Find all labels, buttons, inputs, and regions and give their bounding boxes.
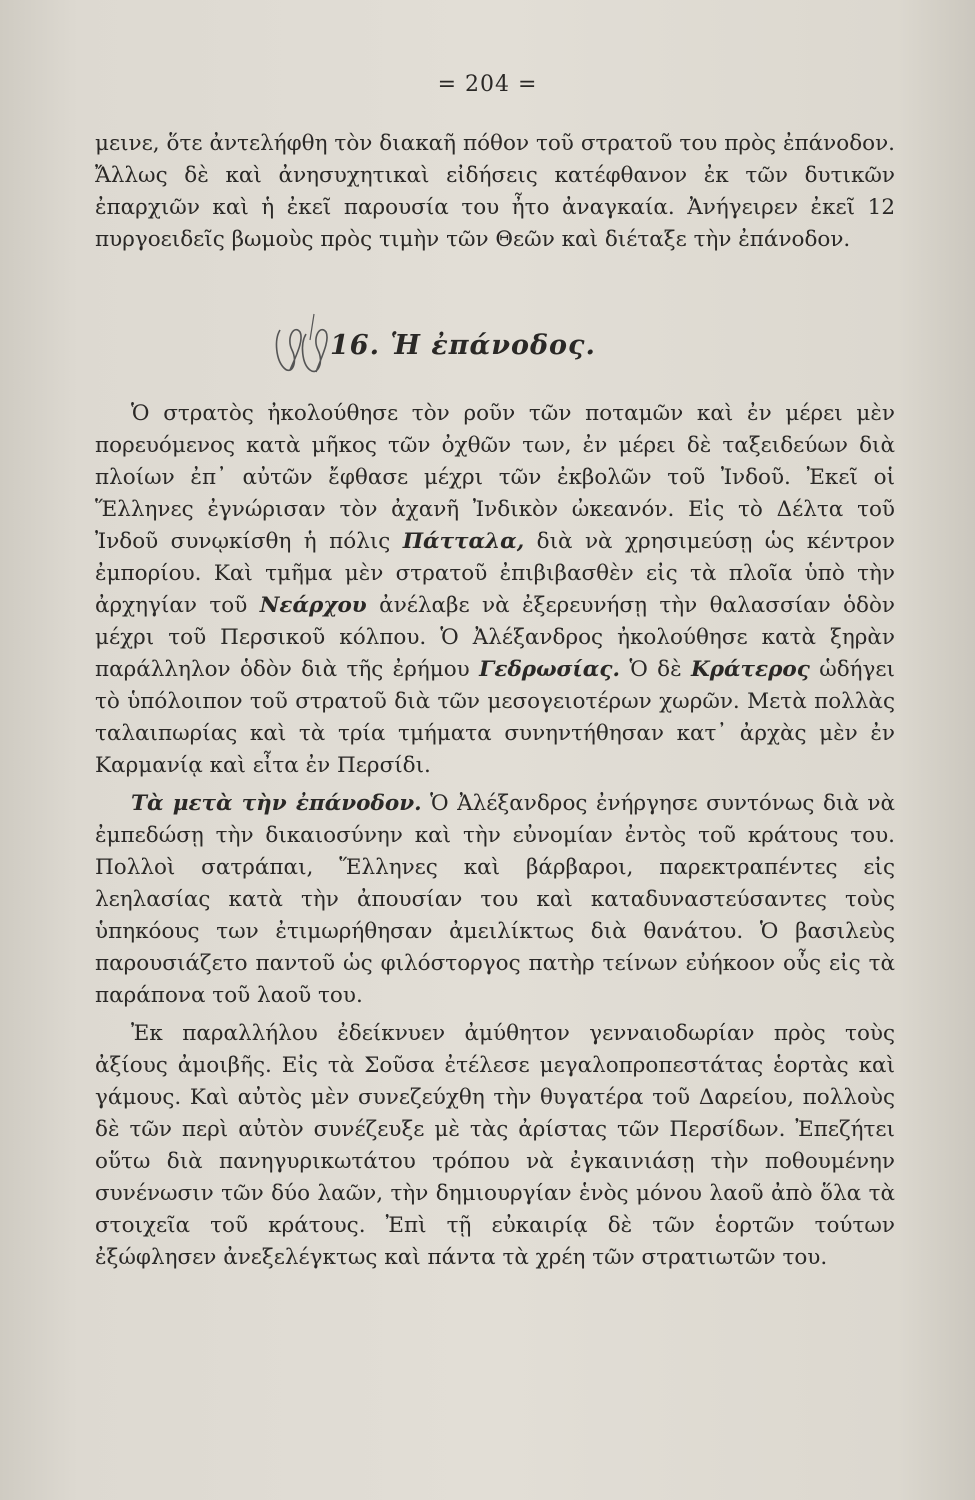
paragraph-return-part5: ὡδήγει τὸ ὑπόλοιπον τοῦ στρατοῦ διὰ τῶν μεσογειοτέρων χωρῶν. Μετὰ πολλὰς ταλαιπωρίας καὶ τὰ τρία τμήματα συνηντήθησαν κατ᾽ ἀρχὰς μὲν ἐν Καρμανίᾳ καὶ εἶτα ἐν Περσίδι.	[95, 657, 895, 778]
place-gedrosia: Γεδρωσίας.	[479, 657, 620, 682]
subheading-after-return: Τὰ μετὰ τὴν ἐπάνοδον.	[131, 791, 422, 816]
paragraph-return-part2: διὰ νὰ χρησιμεύσῃ ὡς κέντρον ἐμπορίου. Καὶ τμῆμα μὲν στρατοῦ ἐπιβιβασθὲν εἰς τὰ πλοῖα ὑπὸ τὴν ἀρχηγίαν τοῦ	[95, 529, 895, 618]
section-title: 16. Ἡ ἐπάνοδος.	[330, 330, 596, 361]
name-nearchos: Νεάρχου	[259, 593, 367, 618]
intro-paragraph	[95, 128, 895, 256]
name-krateros: Κράτερος	[691, 657, 810, 682]
paragraph-susa	[95, 1018, 895, 1274]
paragraph-after-return-text: Ὁ Ἀλέξανδρος ἐνήργησε συντόνως διὰ νὰ ἐμπεδώσῃ τὴν δικαιοσύνην καὶ τὴν εὐνομίαν ἐντὸς τοῦ κράτους του. Πολλοὶ σατράπαι, Ἕλληνες καὶ βάρβαροι, παρεκτραπέντες εἰς λεηλασίας κατὰ τὴν ἀπουσίαν του καὶ καταδυναστεύσαντες τοὺς ὑπηκόους των ἐτιμωρήθησαν ἀμειλίκτως διὰ θανάτου. Ὁ βασιλεὺς παρουσιάζετο παντοῦ ὡς φιλόστοργος πατὴρ τείνων εὐήκοον οὖς εἰς τὰ παράπονα τοῦ λαοῦ του.	[95, 791, 895, 1008]
paragraph-susa-text: Ἐκ παραλλήλου ἐδείκνυεν ἀμύθητον γενναιοδωρίαν πρὸς τοὺς ἀξίους ἀμοιβῆς. Εἰς τὰ Σοῦσα ἐτέλεσε μεγαλοπροπεστάτας ἑορτὰς καὶ γάμους. Καὶ αὐτὸς μὲν συνεζεύχθη τὴν θυγατέρα τοῦ Δαρείου, πολλοὺς δὲ τῶν περὶ αὐτὸν συνέζευξε μὲ τὰς ἀρίστας τῶν Περσίδων. Ἐπεζήτει οὕτω διὰ πανηγυρικωτάτου τρόπου νὰ ἐγκαινιάσῃ τὴν ποθουμένην συνένωσιν τῶν δύο λαῶν, τὴν δημιουργίαν ἑνὸς μόνου λαοῦ ἀπὸ ὅλα τὰ στοιχεῖα τοῦ κράτους. Ἐπὶ τῇ εὐκαιρίᾳ δὲ τῶν ἑορτῶν τούτων ἐξώφλησεν ἀνεξελέγκτως καὶ πάντα τὰ χρέη τῶν στρατιωτῶν του.	[95, 1021, 895, 1270]
body-text	[95, 398, 895, 1274]
paragraph-return-part1: Ὁ στρατὸς ἠκολούθησε τὸν ροῦν τῶν ποταμῶν καὶ ἐν μέρει μὲν πορευόμενος κατὰ μῆκος τῶν ὀχθῶν των, ἐν μέρει δὲ ταξειδεύων διὰ πλοίων ἐπ᾽ αὐτῶν ἔφθασε μέχρι τῶν ἐκβολῶν τοῦ Ἰνδοῦ. Ἐκεῖ οἱ Ἕλληνες ἐγνώρισαν τὸν ἀχανῆ Ἰνδικὸν ὠκεανόν. Εἰς τὸ Δέλτα τοῦ Ἰνδοῦ συνῳκίσθη ἡ πόλις	[95, 401, 895, 554]
paragraph-return-part4: Ὁ δὲ	[629, 657, 682, 682]
paragraph-return	[95, 398, 895, 782]
paragraph-return-part3: ἀνέλαβε νὰ ἐξερευνήσῃ τὴν θαλασσίαν ὁδὸν μέχρι τοῦ Περσικοῦ κόλπου. Ὁ Ἀλέξανδρος ἠκολούθησε κατὰ ξηρὰν παράλληλον ὁδὸν διὰ τῆς ἐρήμου	[95, 593, 896, 682]
paragraph-after-return	[95, 788, 895, 1012]
intro-text: μεινε, ὅτε ἀντελήφθη τὸν διακαῆ πόθον τοῦ στρατοῦ του πρὸς ἐπάνοδον. Ἄλλως δὲ καὶ ἀνησυχητικαὶ εἰδήσεις κατέφθανον ἐκ τῶν δυτικῶν ἐπαρχιῶν καὶ ἡ ἐκεῖ παρουσία του ἦτο ἀναγκαία. Ἀνήγειρεν ἐκεῖ 12 πυργοειδεῖς βωμοὺς πρὸς τιμὴν τῶν Θεῶν καὶ διέταξε τὴν ἐπάνοδον.	[95, 131, 895, 252]
place-pattala: Πάτταλα,	[402, 529, 525, 554]
page-number: = 204 =	[437, 72, 538, 97]
